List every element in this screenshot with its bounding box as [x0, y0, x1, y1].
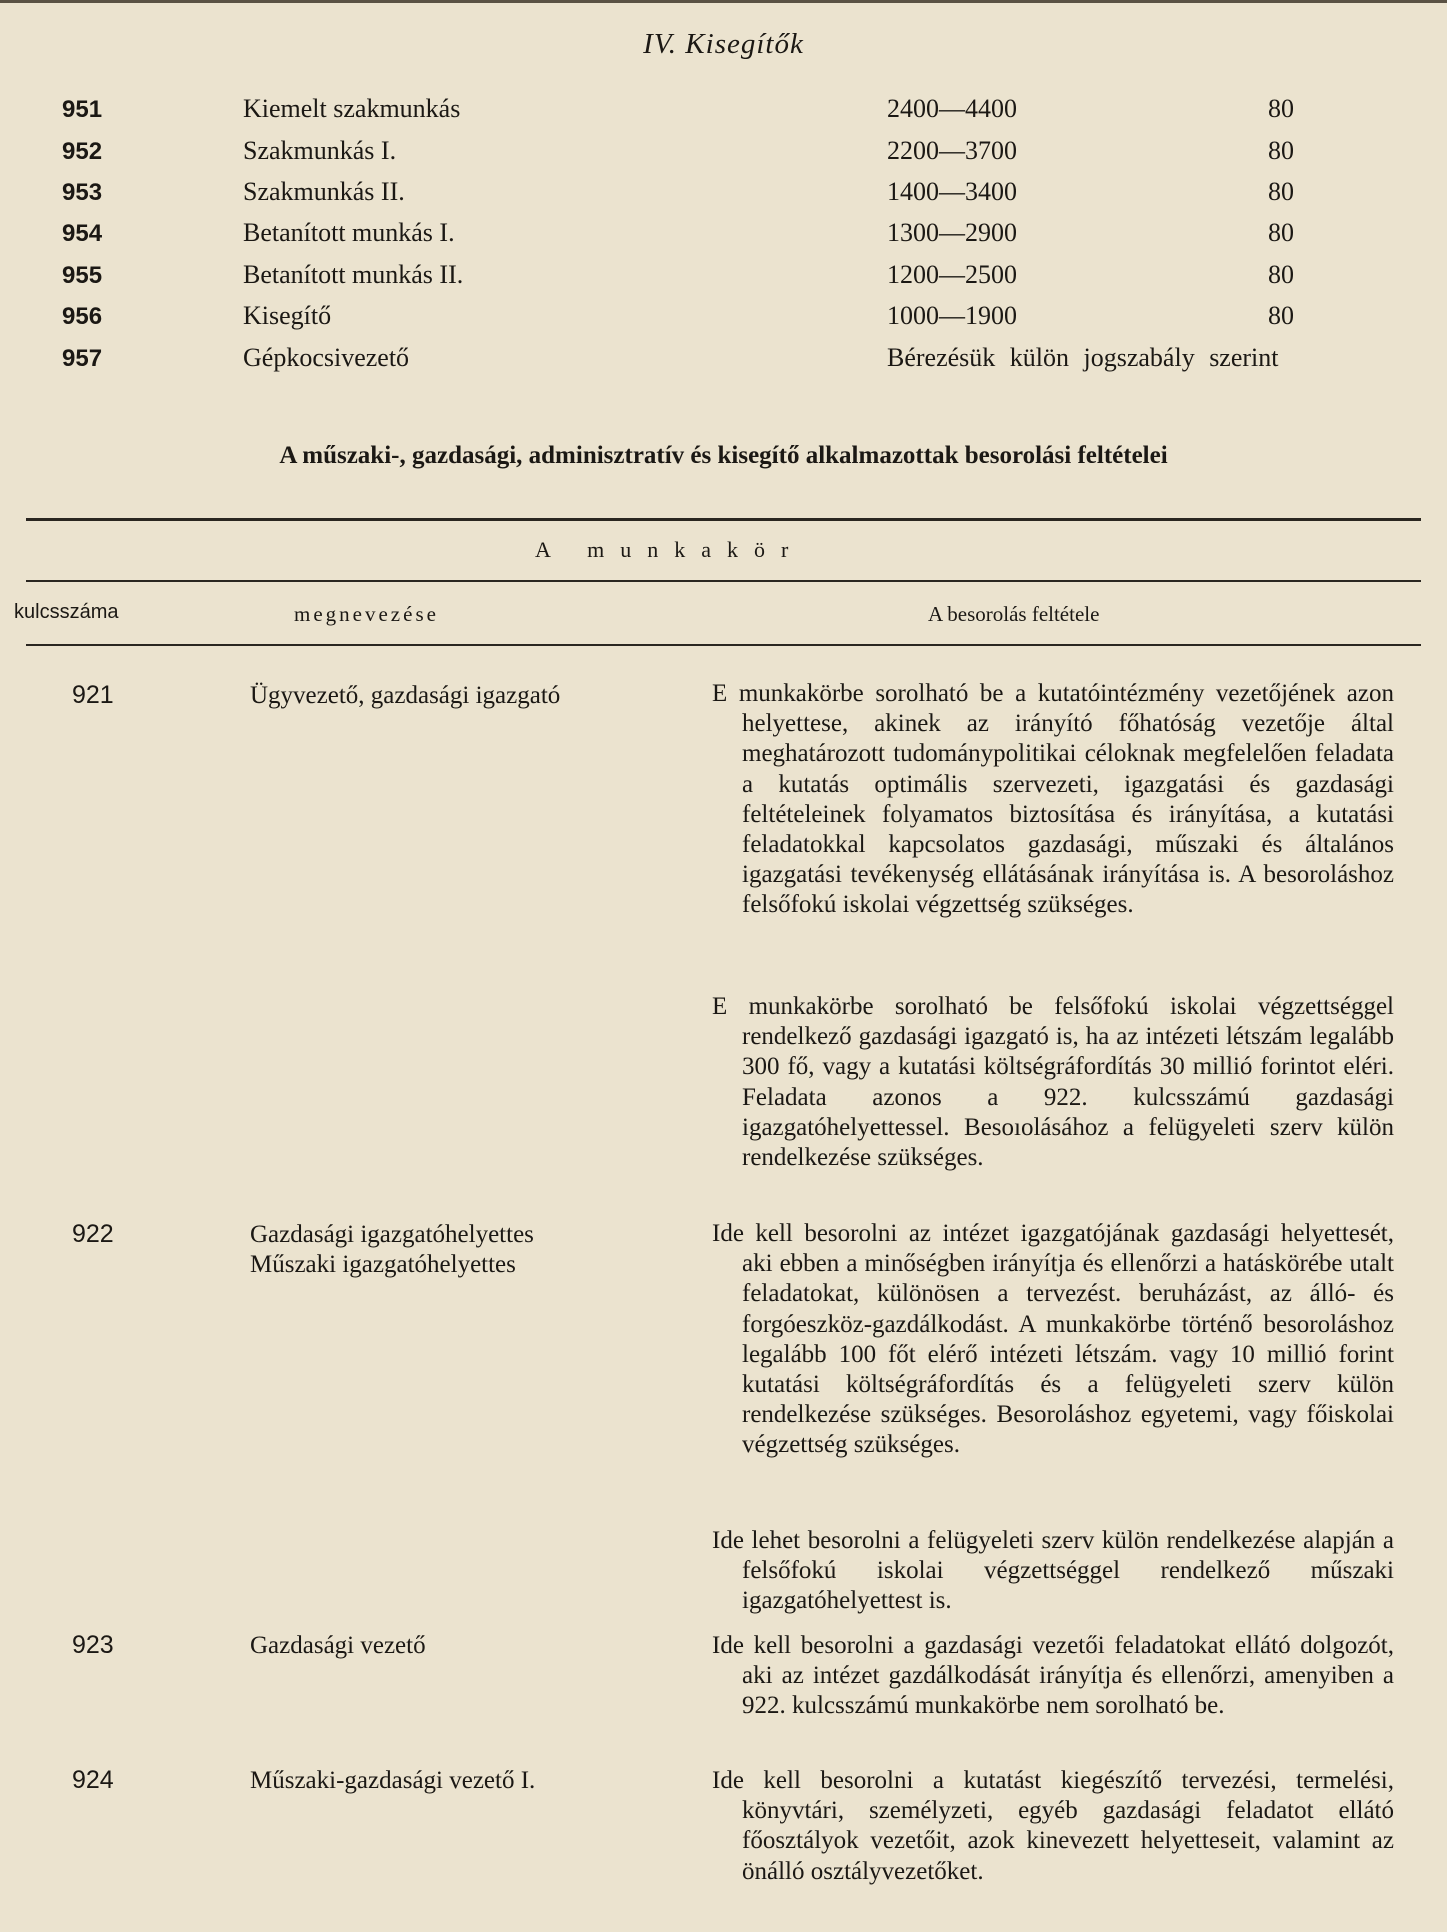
- rate-row: [0, 260, 1447, 300]
- table-top-rule: [26, 518, 1421, 521]
- condition-paragraph: E munkakörbe sorolható be a kutatóintézmény vezetőjének azon helyettese, akinek az irányító főhatóság vezetője által meghatározott tudománypolitikai céloknak megfelelően feladata a kutatás optimális szervezeti, igazgatási és gazdasági feltételeinek folyamatos biztosítása és irányítása, a kutatási feladatokkal kapcsolatos gazdasági, műszaki és általános igazgatási tevékenység ellátásának irányítása is. A besoroláshoz felsőfokú iskolai végzettség szükséges.: [712, 680, 1394, 919]
- rate-row: [0, 218, 1447, 258]
- rate-code: 955: [62, 262, 103, 289]
- top-border-line: [0, 0, 1447, 3]
- condition-paragraph: Ide kell besorolni az intézet igazgatójának gazdasági helyettesét, aki ebben a minőségben irányítja és ellenőrzi a hatáskörébe utalt feladatokat, különösen a tervezést. beruházást, az álló- és forgóeszköz-gazdálkodást. A munkakörbe történő besoroláshoz legalább 100 főt elérő intézeti létszám. vagy 10 millió forint kutatási költségráfordítás és a felügyeleti szerv külön rendelkezése szükséges. Besoroláshoz egyetemi, vagy főiskolai végzettség szükséges.: [712, 1220, 1394, 1459]
- rate-name: Szakmunkás II.: [243, 177, 405, 206]
- condition-paragraph: Ide lehet besorolni a felügyeleti szerv külön rendelkezése alapján a felsőfokú iskolai végzettséggel rendelkező műszaki igazgatóhelyettest is.: [712, 1527, 1394, 1615]
- rate-name: Betanított munkás II.: [243, 260, 464, 289]
- classification-heading: A műszaki-, gazdasági, adminisztratív és kisegítő alkalmazottak besorolási feltételei: [279, 442, 1168, 469]
- rate-name: Kiemelt szakmunkás: [243, 94, 461, 123]
- rate-name: Gépkocsivezető: [243, 343, 410, 372]
- entry-condition: [712, 992, 1394, 1173]
- rate-row: [0, 301, 1447, 341]
- rate-code: 951: [62, 96, 103, 123]
- condition-paragraph: Ide kell besorolni a gazdasági vezetői feladatokat ellátó dolgozót, aki az intézet gazdálkodását irányítja és ellenőrzi, amenyiben a 922. kulcsszámú munkakörbe nem sorolható be.: [712, 1632, 1394, 1720]
- entry-condition: [712, 679, 1394, 921]
- column-header-condition: A besorolás feltétele: [928, 602, 1100, 626]
- entry-code: 924: [72, 1766, 114, 1794]
- rate-name: Betanított munkás I.: [243, 218, 455, 247]
- entry-name: [250, 1220, 534, 1280]
- table-mid-rule: [26, 580, 1421, 582]
- entry-condition: [712, 1631, 1394, 1722]
- rate-name: Kisegítő: [243, 301, 332, 330]
- rate-percent: 80: [1268, 301, 1294, 330]
- column-header-name: megnevezése: [294, 602, 439, 626]
- entry-name-line: Műszaki-gazdasági vezető I.: [250, 1767, 536, 1794]
- rate-code: 952: [62, 138, 103, 165]
- rate-row: [0, 94, 1447, 134]
- rate-note: Bérezésük külön jogszabály szerint: [887, 343, 1279, 372]
- entry-name: [250, 1766, 535, 1796]
- rate-code: 957: [62, 345, 103, 372]
- rate-row: [0, 136, 1447, 176]
- section-title: IV. Kisegítők: [643, 28, 804, 60]
- entry-name-line: Gazdasági igazgatóhelyettes: [250, 1221, 534, 1248]
- entry-name-line: Műszaki igazgatóhelyettes: [250, 1251, 516, 1278]
- condition-paragraph: E munkakörbe sorolható be felsőfokú iskolai végzettséggel rendelkező gazdasági igazgató is, ha az intézeti létszám legalább 300 fő, vagy a kutatási költségráfordítás 30 millió forintot eléri. Feladata azonos a 922. kulcsszámú gazdasági igazgatóhelyettessel. Besoıolásához a felügyeleti szerv külön rendelkezése szükséges.: [712, 993, 1394, 1172]
- entry-condition: [712, 1526, 1394, 1617]
- rate-range: 2200—3700: [887, 136, 1017, 165]
- entry-name-line: Gazdasági vezető: [250, 1632, 426, 1659]
- entry-name: [250, 681, 560, 711]
- rate-range: 1400—3400: [887, 177, 1017, 206]
- rate-row: [0, 343, 1447, 383]
- rate-range: 1200—2500: [887, 260, 1017, 289]
- rate-name: Szakmunkás I.: [243, 136, 397, 165]
- entry-condition: [712, 1766, 1394, 1887]
- rate-percent: 80: [1268, 136, 1294, 165]
- entry-code: 923: [72, 1631, 114, 1659]
- condition-paragraph: Ide kell besorolni a kutatást kiegészítő tervezési, termelési, könyvtári, személyzeti, egyéb gazdasági feladatot ellátó főosztályok vezetőit, azok kinevezett helyetteseit, valamint az önálló osztályvezetőket.: [712, 1767, 1394, 1885]
- rate-percent: 80: [1268, 218, 1294, 247]
- rate-code: 954: [62, 220, 103, 247]
- entry-condition: [712, 1219, 1394, 1461]
- rate-code: 953: [62, 179, 103, 206]
- rate-row: [0, 177, 1447, 217]
- rate-range: 2400—4400: [887, 94, 1017, 123]
- table-group-header: A munkakör: [535, 537, 805, 562]
- entry-code: 922: [72, 1220, 114, 1248]
- rate-range: 1300—2900: [887, 218, 1017, 247]
- entry-name-line: Ügyvezető, gazdasági igazgató: [250, 682, 561, 709]
- rate-percent: 80: [1268, 177, 1294, 206]
- entry-code: 921: [72, 681, 114, 709]
- column-header-code: kulcsszáma: [14, 601, 119, 623]
- rate-range: 1000—1900: [887, 301, 1017, 330]
- rate-percent: 80: [1268, 94, 1294, 123]
- rate-code: 956: [62, 303, 103, 330]
- entry-name: [250, 1631, 426, 1661]
- table-header-bottom-rule: [26, 644, 1421, 646]
- rate-percent: 80: [1268, 260, 1294, 289]
